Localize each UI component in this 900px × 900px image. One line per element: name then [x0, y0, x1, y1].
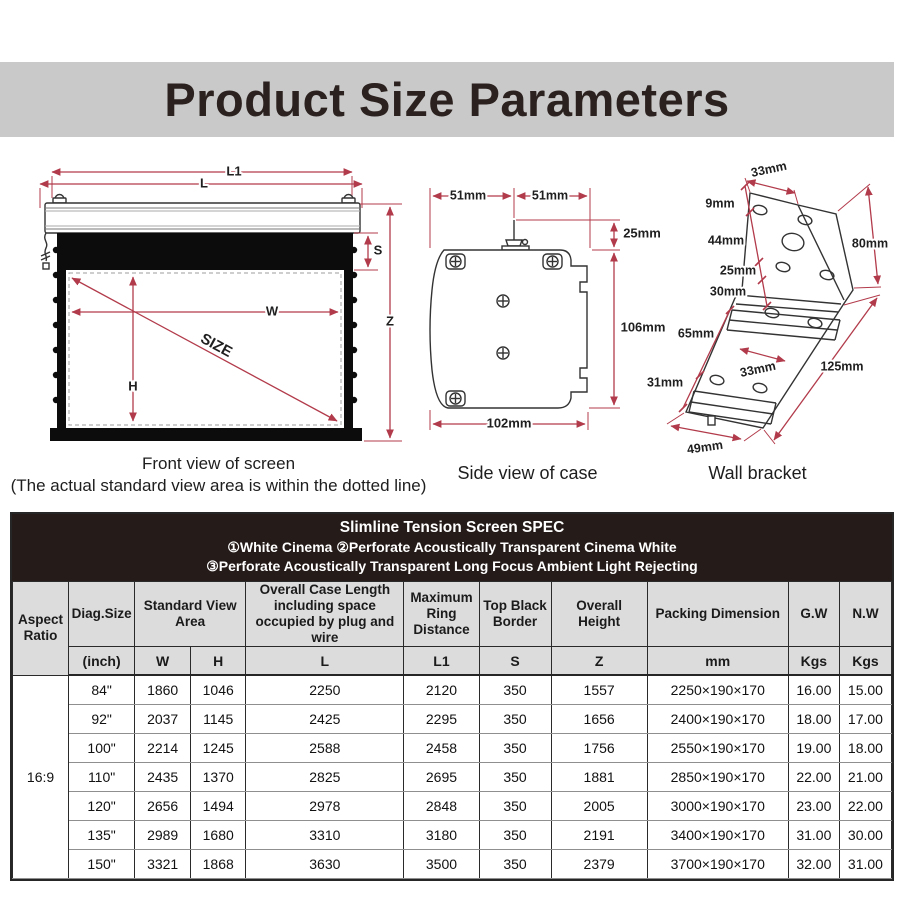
- table-cell: 2656: [135, 792, 191, 821]
- table-cell: 1145: [191, 705, 246, 734]
- unit-kgs-gw: Kgs: [788, 647, 839, 676]
- col-top-black-border: Top Black Border: [479, 582, 551, 647]
- table-cell: 3310: [246, 821, 404, 850]
- dim-label-125: 125mm: [820, 359, 864, 374]
- table-cell: 2458: [404, 734, 479, 763]
- table-cell: 23.00: [788, 792, 839, 821]
- table-cell: 1868: [191, 850, 246, 879]
- dim-label-25: 25mm: [623, 225, 661, 241]
- table-cell: 2400×190×170: [647, 705, 788, 734]
- dim-label-33-top: 33mm: [749, 158, 788, 180]
- table-cell: 2825: [246, 763, 404, 792]
- table-cell: 22.00: [788, 763, 839, 792]
- col-standard-view-area: Standard View Area: [135, 582, 246, 647]
- table-cell: 100": [69, 734, 135, 763]
- wall-bracket-caption: Wall bracket: [708, 463, 807, 483]
- table-row: [13, 792, 892, 821]
- spec-table-title-band: [12, 514, 892, 581]
- side-view-caption: Side view of case: [457, 463, 598, 483]
- dim-label-w: W: [265, 303, 279, 319]
- col-overall-case-length: Overall Case Length including space occupied by plug and wire: [246, 582, 404, 647]
- table-cell: 2588: [246, 734, 404, 763]
- table-cell: 2295: [404, 705, 479, 734]
- units-row: [13, 647, 892, 676]
- dim-label-106: 106mm: [620, 319, 666, 335]
- aspect-ratio-value-cell: 16:9: [13, 675, 69, 879]
- table-cell: 2435: [135, 763, 191, 792]
- side-view-diagram: [420, 170, 670, 442]
- spec-subtitle-1: ①White Cinema ②Perforate Acoustically Transparent Cinema White: [227, 539, 677, 555]
- col-maximum-ring-distance: Maximum Ring Distance: [404, 582, 479, 647]
- dim-label-51-right: 51mm: [531, 188, 569, 203]
- case-profile: [430, 250, 587, 408]
- dim-label-size: SIZE: [197, 330, 235, 361]
- table-cell: 3700×190×170: [647, 850, 788, 879]
- unit-z: Z: [551, 647, 647, 676]
- table-cell: 2850×190×170: [647, 763, 788, 792]
- unit-kgs-nw: Kgs: [839, 647, 891, 676]
- table-cell: 350: [479, 821, 551, 850]
- dim-label-9: 9mm: [705, 196, 735, 211]
- col-packing-dimension: Packing Dimension: [647, 582, 788, 647]
- dim-label-44: 44mm: [707, 233, 745, 248]
- col-overall-height: Overall Height: [551, 582, 647, 647]
- table-cell: 1046: [191, 675, 246, 705]
- table-cell: 3630: [246, 850, 404, 879]
- power-cord: [45, 233, 47, 261]
- table-cell: 1370: [191, 763, 246, 792]
- dim-label-80: 80mm: [851, 236, 889, 251]
- unit-inch: (inch): [69, 647, 135, 676]
- table-row: [13, 675, 892, 705]
- table-cell: 2005: [551, 792, 647, 821]
- table-row: [13, 705, 892, 734]
- dim-label-25b: 25mm: [719, 263, 757, 278]
- table-cell: 1245: [191, 734, 246, 763]
- table-row: [13, 763, 892, 792]
- table-cell: 21.00: [839, 763, 891, 792]
- dim-label-102: 102mm: [486, 415, 532, 431]
- table-cell: 350: [479, 763, 551, 792]
- table-cell: 3000×190×170: [647, 792, 788, 821]
- table-cell: 3400×190×170: [647, 821, 788, 850]
- bottom-bar: [50, 428, 362, 441]
- table-cell: 3321: [135, 850, 191, 879]
- spec-subtitle-2: ③Perforate Acoustically Transparent Long Focus Ambient Light Rejecting: [206, 558, 698, 574]
- table-cell: 110": [69, 763, 135, 792]
- table-cell: 92": [69, 705, 135, 734]
- black-border-right: [344, 233, 353, 428]
- table-cell: 17.00: [839, 705, 891, 734]
- dim-label-h: H: [128, 378, 138, 394]
- black-border-left: [57, 233, 66, 428]
- table-cell: 1680: [191, 821, 246, 850]
- unit-h: H: [191, 647, 246, 676]
- table-cell: 18.00: [788, 705, 839, 734]
- unit-l: L: [246, 647, 404, 676]
- dim-label-s: S: [373, 242, 383, 258]
- spec-table-section: [10, 512, 894, 881]
- table-cell: 2250: [246, 675, 404, 705]
- dim-label-l: L: [200, 175, 208, 191]
- table-cell: 3180: [404, 821, 479, 850]
- col-aspect-ratio: Aspect Ratio: [13, 582, 69, 676]
- table-cell: 15.00: [839, 675, 891, 705]
- table-cell: 84": [69, 675, 135, 705]
- dim-label-49: 49mm: [686, 437, 724, 457]
- table-cell: 1756: [551, 734, 647, 763]
- table-cell: 2191: [551, 821, 647, 850]
- dim-label-z: Z: [386, 313, 394, 329]
- table-row: [13, 734, 892, 763]
- table-cell: 350: [479, 705, 551, 734]
- front-view-caption: [0, 453, 437, 497]
- table-cell: 350: [479, 675, 551, 705]
- table-cell: 30.00: [839, 821, 891, 850]
- table-cell: 3500: [404, 850, 479, 879]
- table-cell: 18.00: [839, 734, 891, 763]
- table-cell: 31.00: [839, 850, 891, 879]
- front-view-caption-note: (The actual standard view area is within the dotted line): [10, 476, 427, 495]
- table-cell: 2250×190×170: [647, 675, 788, 705]
- table-cell: 350: [479, 850, 551, 879]
- dim-label-l1: L1: [226, 163, 242, 179]
- table-cell: 1881: [551, 763, 647, 792]
- table-cell: 19.00: [788, 734, 839, 763]
- spec-table-body: [13, 675, 892, 879]
- table-cell: 2214: [135, 734, 191, 763]
- dim-label-33-mid: 33mm: [738, 358, 777, 380]
- table-cell: 2037: [135, 705, 191, 734]
- unit-s: S: [479, 647, 551, 676]
- col-gw: G.W: [788, 582, 839, 647]
- table-cell: 2978: [246, 792, 404, 821]
- page-title: Product Size Parameters: [164, 73, 730, 126]
- dim-label-65: 65mm: [677, 326, 715, 341]
- unit-l1: L1: [404, 647, 479, 676]
- col-diag-size: Diag.Size: [69, 582, 135, 647]
- table-cell: 2120: [404, 675, 479, 705]
- table-cell: 150": [69, 850, 135, 879]
- table-cell: 2550×190×170: [647, 734, 788, 763]
- dim-label-31: 31mm: [646, 375, 684, 390]
- spec-title: Slimline Tension Screen SPEC: [339, 519, 565, 536]
- table-cell: 16.00: [788, 675, 839, 705]
- dim-label-51-left: 51mm: [449, 188, 487, 203]
- table-cell: 2695: [404, 763, 479, 792]
- front-view-diagram: [20, 150, 430, 452]
- table-row: [13, 850, 892, 879]
- table-cell: 31.00: [788, 821, 839, 850]
- wall-bracket-diagram: [648, 148, 893, 458]
- table-cell: 120": [69, 792, 135, 821]
- bracket-body: [686, 193, 853, 428]
- table-cell: 350: [479, 734, 551, 763]
- table-cell: 2848: [404, 792, 479, 821]
- table-cell: 22.00: [839, 792, 891, 821]
- table-cell: 1860: [135, 675, 191, 705]
- table-cell: 1494: [191, 792, 246, 821]
- title-banner: [0, 62, 894, 137]
- top-black-border-band: [66, 233, 344, 270]
- table-cell: 2425: [246, 705, 404, 734]
- table-cell: 1557: [551, 675, 647, 705]
- table-row: [13, 821, 892, 850]
- unit-w: W: [135, 647, 191, 676]
- table-cell: 350: [479, 792, 551, 821]
- table-cell: 135": [69, 821, 135, 850]
- dim-label-30: 30mm: [709, 284, 747, 299]
- table-cell: 2379: [551, 850, 647, 879]
- header-row: [13, 582, 892, 647]
- unit-mm: mm: [647, 647, 788, 676]
- table-cell: 32.00: [788, 850, 839, 879]
- front-view-caption-title: Front view of screen: [141, 454, 296, 473]
- table-cell: 2989: [135, 821, 191, 850]
- spec-table: [12, 581, 892, 879]
- col-nw: N.W: [839, 582, 891, 647]
- table-cell: 1656: [551, 705, 647, 734]
- side-border-tabs: [53, 247, 357, 403]
